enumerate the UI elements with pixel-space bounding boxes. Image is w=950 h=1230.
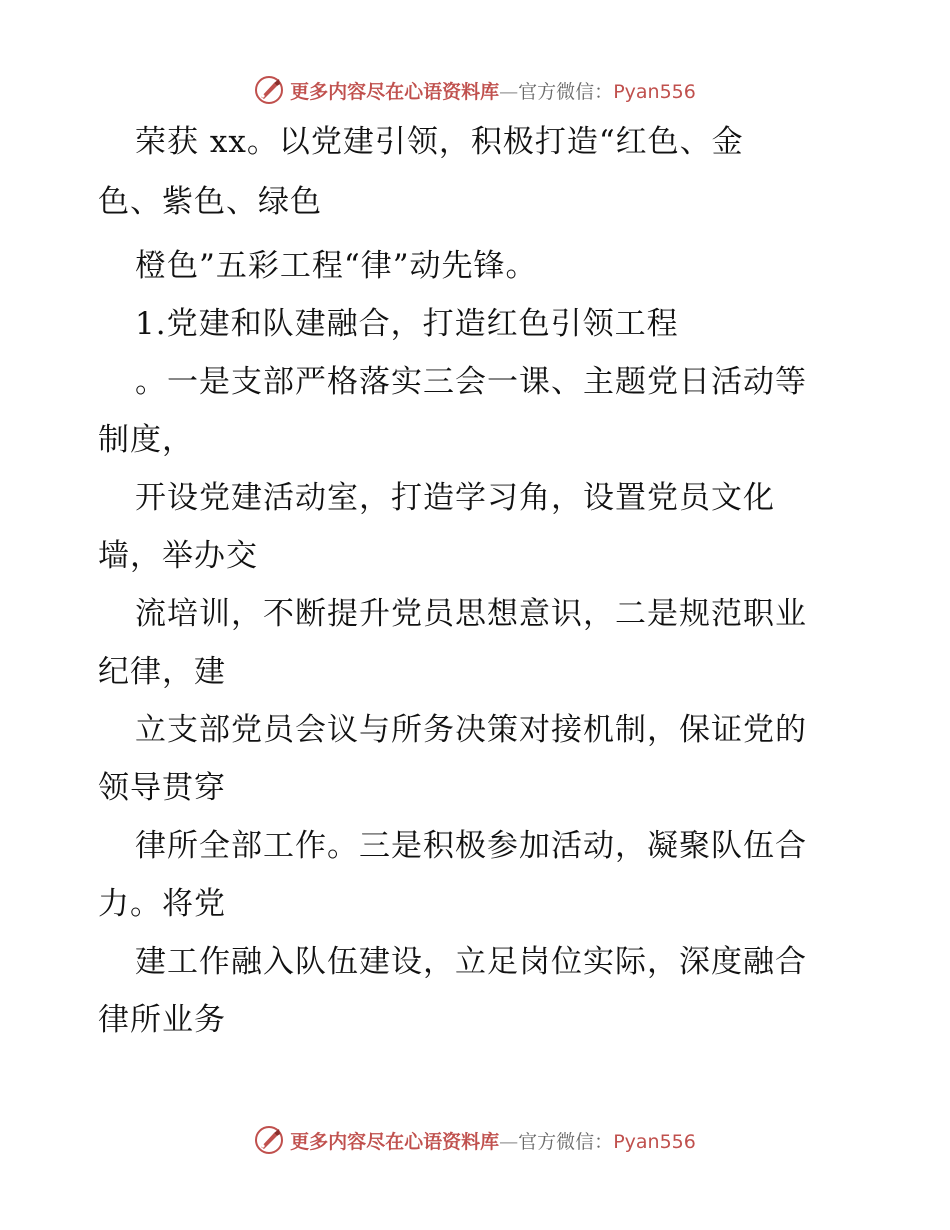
header-banner-title: 更多内容尽在心语资料库 — [290, 80, 500, 103]
quill-pen-logo-icon — [254, 1125, 284, 1155]
text-line: 流培训，不断提升党员思想意识，二是规范职业 — [135, 596, 807, 632]
header-banner — [0, 70, 950, 110]
text-line: 立支部党员会议与所务决策对接机制，保证党的 — [135, 712, 807, 748]
text-line: 色、紫色、绿色 — [98, 184, 322, 220]
quill-pen-logo-icon — [254, 75, 284, 105]
footer-banner-dash: — — [499, 1130, 519, 1153]
text-line: 力。将党 — [98, 886, 226, 922]
footer-banner — [0, 1120, 950, 1160]
text-line: 1.党建和队建融合，打造红色引领工程 — [135, 306, 679, 342]
footer-banner-wechat-label: 官方微信： — [518, 1130, 614, 1153]
text-line: 领导贯穿 — [98, 770, 226, 806]
text-line: 荣获 xx。以党建引领，积极打造“红色、金 — [135, 124, 744, 160]
header-banner-wechat-label: 官方微信： — [518, 80, 614, 103]
text-line: 律所业务 — [98, 1002, 226, 1038]
header-banner-wechat-id: Pyan556 — [613, 80, 696, 103]
text-line: 建工作融入队伍建设，立足岗位实际，深度融合 — [135, 944, 807, 980]
header-banner-text — [290, 77, 696, 104]
text-line: 纪律，建 — [98, 654, 226, 690]
text-line: 墙，举办交 — [98, 538, 258, 574]
header-banner-dash: — — [499, 80, 519, 103]
footer-banner-title: 更多内容尽在心语资料库 — [290, 1130, 500, 1153]
text-line: 律所全部工作。三是积极参加活动，凝聚队伍合 — [135, 828, 807, 864]
text-line: 橙色”五彩工程“律”动先锋。 — [135, 248, 538, 284]
text-line: 制度， — [98, 422, 194, 458]
footer-banner-wechat-id: Pyan556 — [613, 1130, 696, 1153]
footer-banner-text — [290, 1127, 696, 1154]
text-line: 。一是支部严格落实三会一课、主题党日活动等 — [135, 364, 807, 400]
text-line: 开设党建活动室，打造学习角，设置党员文化 — [135, 480, 775, 516]
